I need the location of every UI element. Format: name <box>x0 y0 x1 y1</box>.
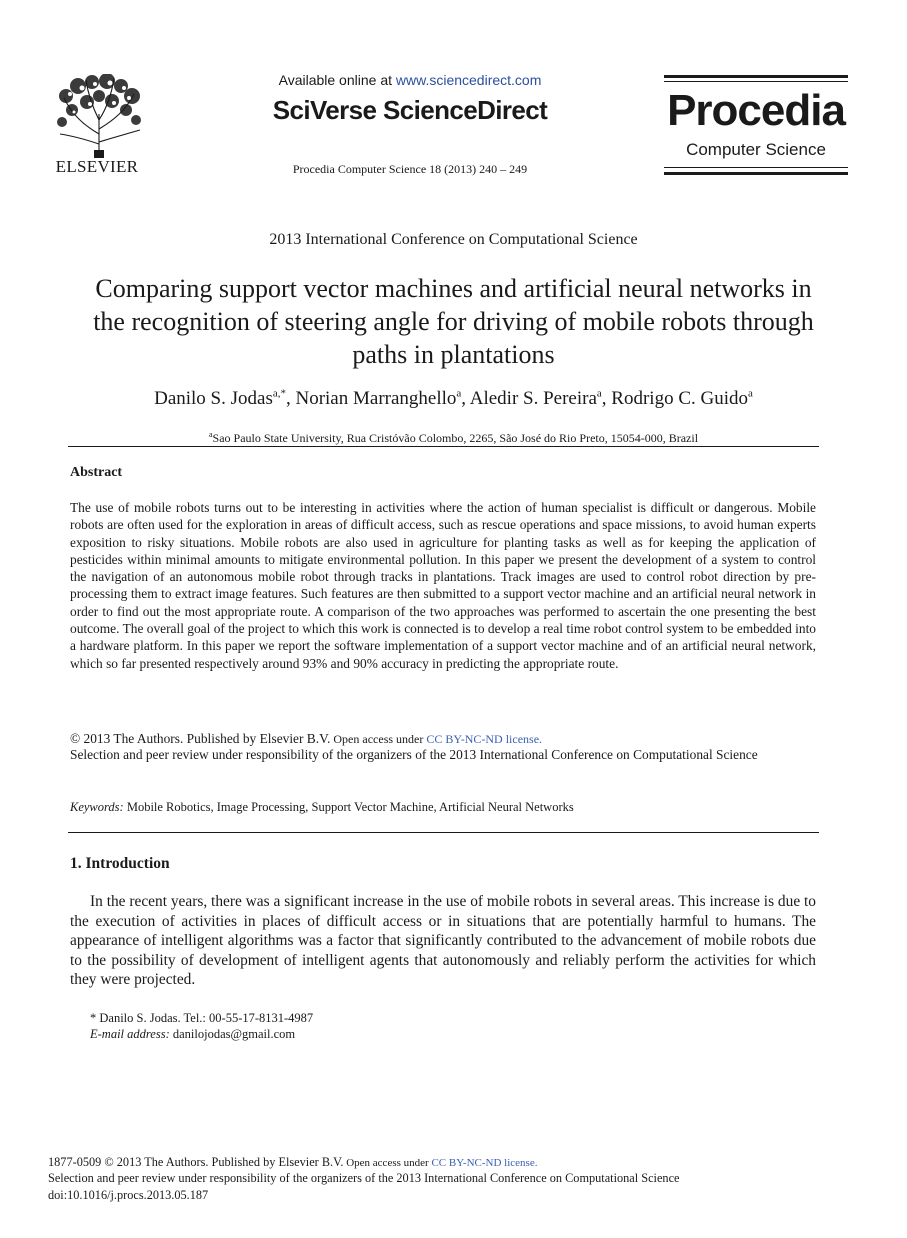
author <box>470 388 612 409</box>
journal-logo <box>664 75 848 175</box>
logo-rule-top-thin <box>664 81 848 82</box>
peer-review-statement: Selection and peer review under responsibility of the organizers of the 2013 International Conference on Computational Science <box>70 747 758 762</box>
keywords <box>70 800 816 815</box>
journal-reference: Procedia Computer Science 18 (2013) 240 – 249 <box>292 162 528 176</box>
publisher-name: ELSEVIER <box>55 157 139 176</box>
author-affil-mark: a <box>596 388 602 400</box>
abstract-body: The use of mobile robots turns out to be interesting in activities where the action of human specialist is difficult or dangerous. Mobile robots are often used for the exploration in areas of difficult access, such as rescue operations and space missions, to avoid human experts exposition to risky situations. Mobile robots are also used in agriculture for planting tasks as well as for keeping the application of pesticides within minimal amounts to mitigate environmental pollution. In this paper we present the development of a system to control the navigation of an autonomous mobile robot through tracks in plantations. Track images are used to control robot direction by pre-processing them to extract image features. Such features are then submitted to a support vector machine and an artificial neural network in order to find out the most appropriate route. A comparison of the two approaches was performed to ascertain the one presenting the best outcome. The overall goal of the project to which this work is connected is to develop a real time robot control system to be embedded into a hardware platform. In this paper we report the software implementation of a support vector machine and of an artificial neural network, which so far presented respectively around 93% and 90% accuracy in predicting the appropriate route. <box>70 500 816 671</box>
divider-bottom <box>68 832 819 833</box>
affiliation <box>60 430 847 446</box>
journal-logo-name: Procedia <box>667 86 845 135</box>
open-access-text: Open access under <box>330 732 427 746</box>
footer-issn: 1877-0509 © 2013 The Authors. Published by Elsevier B.V. <box>48 1155 344 1169</box>
author-name: Norian Marranghello <box>295 388 457 410</box>
section-heading: 1. Introduction <box>70 855 170 872</box>
author <box>295 388 469 409</box>
corresponding-author-footnote: * Danilo S. Jodas. Tel.: 00-55-17-8131-4987 <box>90 1011 314 1025</box>
sciencedirect-link[interactable]: www.sciencedirect.com <box>395 72 542 88</box>
abstract-heading: Abstract <box>70 465 123 480</box>
author-separator: , <box>461 388 470 410</box>
author-affil-mark: a <box>748 388 753 400</box>
author <box>154 388 295 409</box>
conference-name: 2013 International Conference on Computational Science <box>269 231 638 248</box>
available-prefix: Available online at <box>278 72 396 88</box>
email-footnote <box>90 1027 295 1042</box>
affiliation-text: Sao Paulo State University, Rua Cristóvão Colombo, 2265, São José do Rio Preto, 15054-000, Brazil <box>212 431 699 445</box>
author-name: Danilo S. Jodas <box>154 388 273 410</box>
author-list <box>60 388 847 410</box>
email-label: E-mail address: <box>90 1027 170 1041</box>
footer-open-access: Open access under <box>343 1157 432 1169</box>
author-name: Rodrigo C. Guido <box>611 388 748 410</box>
availability-line <box>230 72 590 88</box>
author <box>611 388 753 409</box>
author-separator: , <box>285 388 296 410</box>
affiliation-mark: a <box>208 430 213 439</box>
keywords-text: Mobile Robotics, Image Processing, Support Vector Machine, Artificial Neural Networks <box>123 800 574 814</box>
footer-peer-review: Selection and peer review under responsibility of the organizers of the 2013 International Conference on Computational Science <box>48 1171 680 1185</box>
email-address[interactable]: danilojodas@gmail.com <box>169 1027 296 1041</box>
logo-rule-top <box>664 75 848 78</box>
platform-logo: SciVerse ScienceDirect <box>272 95 548 125</box>
logo-rule-bottom-thin <box>664 167 848 168</box>
logo-rule-bottom <box>664 172 848 175</box>
keywords-label: Keywords: <box>70 800 124 814</box>
license-link[interactable]: CC BY-NC-ND license. <box>426 732 543 746</box>
journal-logo-sub: Computer Science <box>686 140 826 159</box>
footer-doi[interactable]: doi:10.1016/j.procs.2013.05.187 <box>48 1188 209 1202</box>
author-name: Aledir S. Pereira <box>469 388 597 410</box>
copyright-text: © 2013 The Authors. Published by Elsevier B.V. <box>70 731 331 746</box>
section-body: In the recent years, there was a significant increase in the use of mobile robots in several areas. This increase is due to the execution of activities in places of difficult access or in situations that are potentially harmful to humans. The appearance of intelligent algorithms was a factor that significantly contributed to the advancement of mobile robots due to the possibility of development of intelligent agents that autonomously and reliably perform the activities for which they were projected. <box>70 893 816 989</box>
footer-license-link[interactable]: CC BY-NC-ND license. <box>431 1157 538 1169</box>
paper-title: Comparing support vector machines and artificial neural networks in the recognition of steering angle for driving of mobile robots through paths in plantations <box>93 274 814 369</box>
author-affil-mark: a <box>456 388 462 400</box>
divider-top <box>68 446 819 447</box>
author-affil-mark: a,* <box>272 388 286 400</box>
author-separator: , <box>601 388 612 410</box>
footer-copyright <box>48 1155 537 1170</box>
